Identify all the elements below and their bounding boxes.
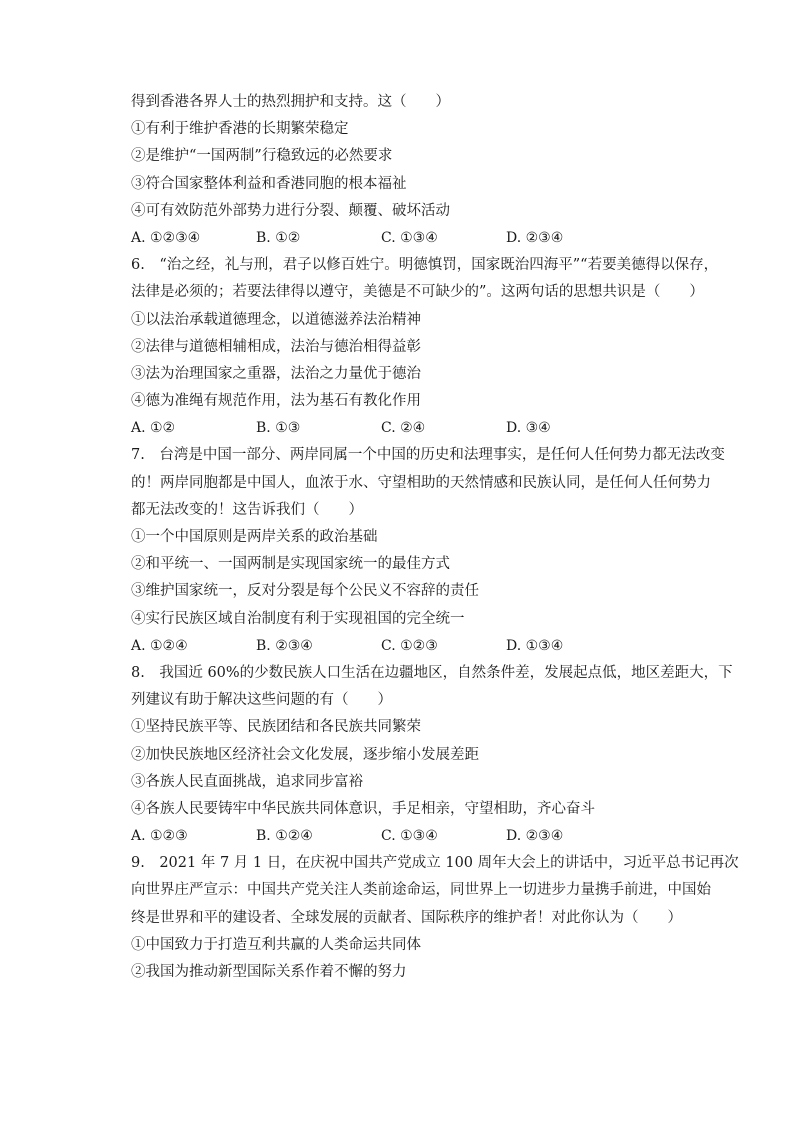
answer-item: ④各族人民要铸牢中华民族共同体意识，手足相亲，守望相助，齐心奋斗 xyxy=(131,800,595,817)
answer-item: ①一个中国原则是两岸关系的政治基础 xyxy=(131,529,378,545)
answer-item: ③法为治理国家之重器，法治之力量优于德治 xyxy=(131,365,421,382)
question-5 xyxy=(131,89,701,252)
choice-a: A. ①②③ xyxy=(131,828,188,845)
choice-c: C. ①③④ xyxy=(381,229,438,246)
answer-item: ①以法治承载道德理念，以道德滋养法治精神 xyxy=(131,311,421,328)
answer-item: ①中国致力于打造互利共赢的人类命运共同体 xyxy=(131,936,421,953)
choice-b: B. ②③④ xyxy=(256,637,313,654)
answer-item: ①有利于维护香港的长期繁荣稳定 xyxy=(131,121,349,138)
answer-item: ④德为准绳有规范作用，法为基石有教化作用 xyxy=(131,393,421,410)
choice-a: A. ①②④ xyxy=(131,637,188,654)
choice-c: C. ②④ xyxy=(381,420,426,437)
question-9 xyxy=(131,850,739,986)
question-stem: 的！两岸同胞都是中国人，血浓于水、守望相助的天然情感和民族认同，是任何人任何势力 xyxy=(131,474,711,491)
question-stem: 8. 我国近 60%的少数民族人口生活在边疆地区，自然条件差，发展起点低，地区差距大，下 xyxy=(131,664,733,681)
choice-d: D. ②③④ xyxy=(506,229,564,246)
answer-item: ②加快民族地区经济社会文化发展，逐步缩小发展差距 xyxy=(131,746,479,763)
answer-item: ④实行民族区域自治制度有利于实现祖国的完全统一 xyxy=(131,610,465,627)
choice-c: C. ①③④ xyxy=(381,828,438,845)
choice-options xyxy=(131,415,701,442)
question-stem: 终是世界和平的建设者、全球发展的贡献者、国际秩序的维护者！对此你认为（ ） xyxy=(131,909,682,926)
answer-item: ③符合国家整体利益和香港同胞的根本福祉 xyxy=(131,175,407,192)
choice-c: C. ①②③ xyxy=(381,637,438,654)
question-8 xyxy=(131,660,733,850)
answer-item: ③各族人民直面挑战，追求同步富裕 xyxy=(131,773,363,790)
question-7 xyxy=(131,442,725,660)
choice-a: A. ①②③④ xyxy=(131,229,201,246)
choice-d: D. ①③④ xyxy=(506,637,564,654)
answer-item: ②是维护“一国两制”行稳致远的必然要求 xyxy=(131,148,393,165)
choice-d: D. ③④ xyxy=(506,420,551,437)
answer-item: ②我国为推动新型国际关系作着不懈的努力 xyxy=(131,964,407,980)
question-stem: 列建议有助于解决这些问题的有（ ） xyxy=(131,692,392,709)
choice-b: B. ①②④ xyxy=(256,828,313,845)
choice-options xyxy=(131,225,701,252)
question-stem: 6. “治之经，礼与刑，君子以修百姓宁。明德慎罚，国家既治四海平”“若要美德得以保存， xyxy=(131,257,719,274)
choice-d: D. ②③④ xyxy=(506,828,564,845)
question-stem: 得到香港各界人士的热烈拥护和支持。这（ ） xyxy=(131,94,450,110)
answer-item: ③维护国家统一，反对分裂是每个公民义不容辞的责任 xyxy=(131,583,479,600)
question-6 xyxy=(131,252,719,442)
question-stem: 9. 2021 年 7 月 1 日，在庆祝中国共产党成立 100 周年大会上的讲话中，习近平总书记再次 xyxy=(131,855,739,872)
choice-options xyxy=(131,633,701,660)
answer-item: ②和平统一、一国两制是实现国家统一的最佳方式 xyxy=(131,556,450,573)
question-stem: 法律是必须的；若要法律得以遵守，美德是不可缺少的”。这两句话的思想共识是（ ） xyxy=(131,284,704,301)
choice-a: A. ①② xyxy=(131,420,176,437)
answer-item: ①坚持民族平等、民族团结和各民族共同繁荣 xyxy=(131,719,421,736)
choice-b: B. ①② xyxy=(256,229,301,246)
question-stem: 都无法改变的！这告诉我们（ ） xyxy=(131,501,363,518)
answer-item: ②法律与道德相辅相成，法治与德治相得益彰 xyxy=(131,338,421,355)
choice-options xyxy=(131,823,701,850)
exam-content xyxy=(131,89,739,986)
question-stem: 7. 台湾是中国一部分、两岸同属一个中国的历史和法理事实，是任何人任何势力都无法改变 xyxy=(131,447,725,464)
choice-b: B. ①③ xyxy=(256,420,301,437)
answer-item: ④可有效防范外部势力进行分裂、颠覆、破坏活动 xyxy=(131,202,450,219)
question-stem: 向世界庄严宣示：中国共产党关注人类前途命运，同世界上一切进步力量携手前进，中国始 xyxy=(131,882,711,899)
